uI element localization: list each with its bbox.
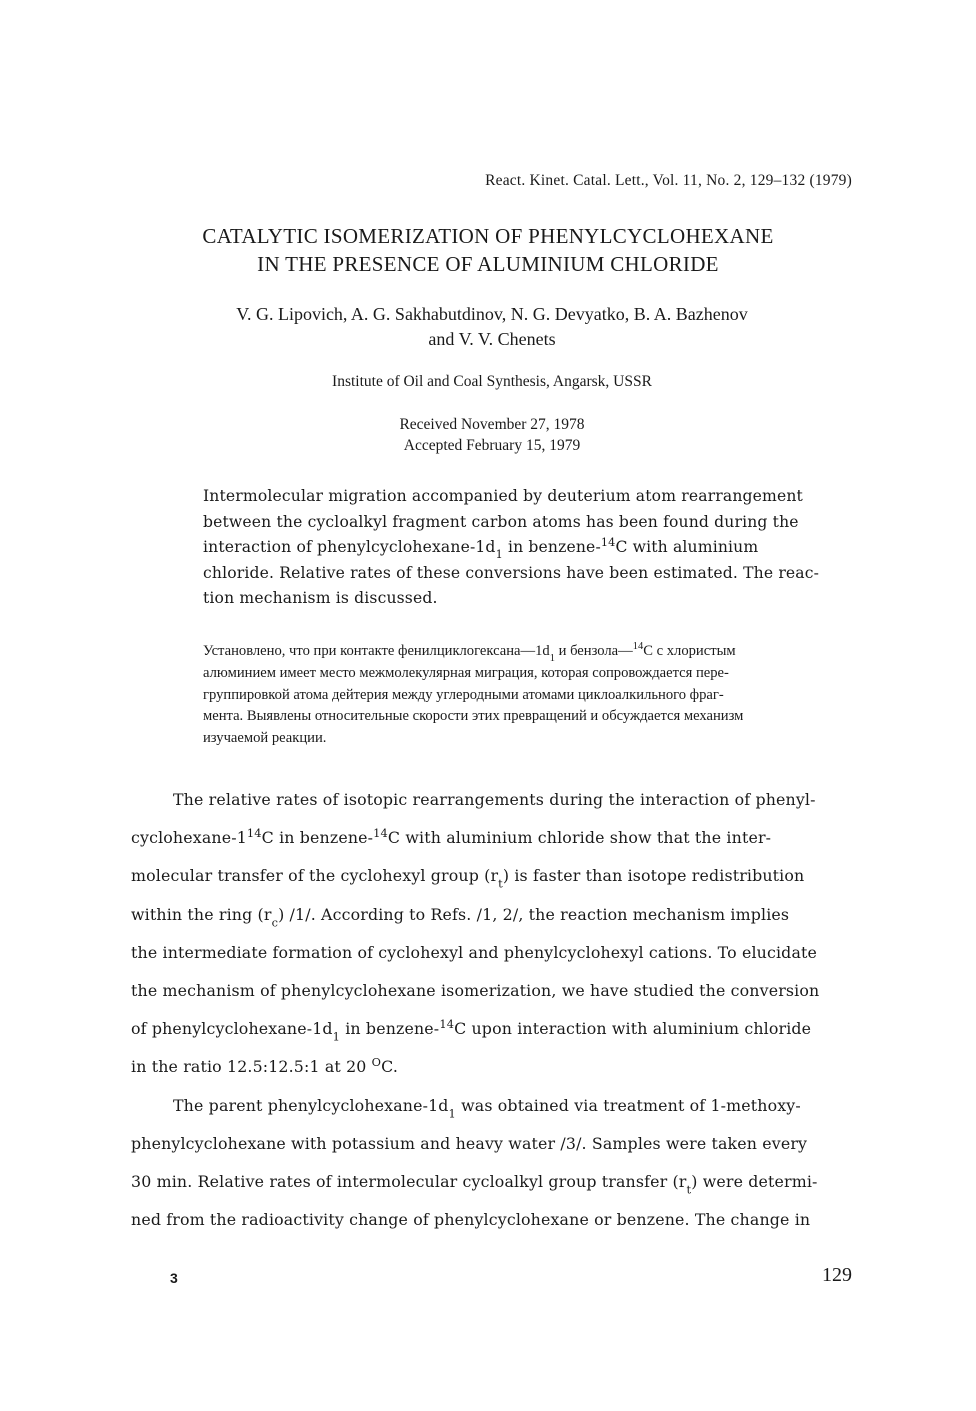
subscript: t xyxy=(686,1182,692,1197)
superscript: 14 xyxy=(246,825,262,840)
abstract-ru-line xyxy=(203,641,883,663)
text-run: ) were determi- xyxy=(691,1171,818,1191)
text-run: C with aluminium chloride show that the inter- xyxy=(387,828,772,848)
author-list xyxy=(0,302,976,352)
text-run: within the ring (r xyxy=(131,904,272,924)
superscript: 14 xyxy=(632,641,644,653)
authors-line-2: and V. V. Chenets xyxy=(428,329,556,349)
subscript: 1 xyxy=(495,548,503,562)
text-run: in the ratio 12.5:12.5:1 at 20 xyxy=(131,1057,372,1077)
body-text xyxy=(131,787,881,1245)
abstract-ru-line: группировкой атома дейтерия между углеродными атомами циклоалкильного фраг- xyxy=(203,686,724,703)
title-line-1: CATALYTIC ISOMERIZATION OF PHENYLCYCLOHEXANE xyxy=(202,224,774,248)
body-line: the mechanism of phenylcyclohexane isomerization, we have studied the conversion xyxy=(131,980,820,1000)
text-run: C с хлористым xyxy=(643,643,736,659)
body-line: phenylcyclohexane with potassium and heavy water /3/. Samples were taken every xyxy=(131,1133,808,1153)
abstract-en-line: chloride. Relative rates of these conversions have been estimated. The reac- xyxy=(203,563,820,582)
text-run: cyclohexane-1 xyxy=(131,828,247,848)
subscript: 1 xyxy=(332,1029,341,1044)
text-run: in benzene- xyxy=(340,1019,440,1039)
title-line-2: IN THE PRESENCE OF ALUMINIUM CHLORIDE xyxy=(257,252,719,276)
submission-dates xyxy=(0,414,976,456)
text-run: C with aluminium xyxy=(615,538,759,557)
affiliation: Institute of Oil and Coal Synthesis, Angarsk, USSR xyxy=(332,373,652,390)
text-run: ) is faster than isotope redistribution xyxy=(502,866,805,886)
subscript: t xyxy=(498,876,503,891)
abstract-en-line: between the cycloalkyl fragment carbon atoms has been found during the xyxy=(203,512,799,531)
paper-title xyxy=(0,222,976,278)
abstract-ru-line: мента. Выявлены относительные скорости этих превращений и обсуждается механизм xyxy=(203,708,744,725)
body-line: the intermediate formation of cyclohexyl and phenylcyclohexyl cations. To elucidate xyxy=(131,942,818,962)
abstract-en-line: tion mechanism is discussed. xyxy=(203,589,438,608)
abstract-en-line: Intermolecular migration accompanied by deuterium atom rearrangement xyxy=(203,487,803,505)
abstract-ru-line: алюминием имеет место межмолекулярная миграция, которая сопровождается пере- xyxy=(203,664,729,681)
subscript: c xyxy=(271,914,279,929)
body-line xyxy=(131,902,881,940)
body-line: The relative rates of isotopic rearrangements during the interaction of phenyl- xyxy=(173,790,816,809)
superscript: 14 xyxy=(600,536,616,550)
authors-line-1: V. G. Lipovich, A. G. Sakhabutdinov, N. G. Devyatko, B. A. Bazhenov xyxy=(236,304,748,324)
text-run: C. xyxy=(381,1057,398,1077)
body-line: ned from the radioactivity change of phenylcyclohexane or benzene. The change in xyxy=(131,1210,811,1230)
body-line xyxy=(131,863,881,901)
superscript: 14 xyxy=(373,825,388,840)
body-line xyxy=(131,1093,881,1131)
superscript: O xyxy=(371,1055,382,1070)
journal-citation: React. Kinet. Catal. Lett., Vol. 11, No. 2, 129–132 (1979) xyxy=(485,172,852,189)
abstract-ru-line: изучаемой реакции. xyxy=(203,730,327,747)
abstract-english xyxy=(203,484,873,612)
text-run: Установлено, что при контакте фенилциклогексана—1d xyxy=(203,643,550,659)
text-run: in benzene- xyxy=(502,538,601,557)
accepted-date: Accepted February 15, 1979 xyxy=(403,437,581,454)
text-run: was obtained via treatment of 1-methoxy- xyxy=(455,1095,801,1115)
abstract-russian xyxy=(203,641,883,750)
body-line xyxy=(131,825,881,863)
superscript: 14 xyxy=(439,1016,455,1031)
text-run: 30 min. Relative rates of intermolecular cycloalkyl group transfer (r xyxy=(131,1171,687,1191)
body-line xyxy=(131,1169,881,1207)
text-run: of phenylcyclohexane-1d xyxy=(131,1019,333,1039)
text-run: ) /1/. According to Refs. /1, 2/, the reaction mechanism implies xyxy=(278,904,790,924)
text-run: interaction of phenylcyclohexane-1d xyxy=(203,538,496,557)
subscript: 1 xyxy=(549,652,555,664)
text-run: C upon interaction with aluminium chloride xyxy=(454,1019,812,1039)
text-run: The parent phenylcyclohexane-1d xyxy=(173,1095,449,1115)
body-line xyxy=(131,1054,881,1092)
subscript: 1 xyxy=(448,1105,456,1120)
abstract-en-line xyxy=(203,535,873,561)
received-date: Received November 27, 1978 xyxy=(399,416,585,433)
text-run: и бензола— xyxy=(554,643,633,659)
text-run: molecular transfer of the cyclohexyl group (r xyxy=(131,866,499,886)
text-run: C in benzene- xyxy=(261,828,374,848)
sheet-number: 3 xyxy=(170,1270,178,1286)
page-number: 129 xyxy=(822,1264,852,1286)
body-line xyxy=(131,1016,881,1054)
